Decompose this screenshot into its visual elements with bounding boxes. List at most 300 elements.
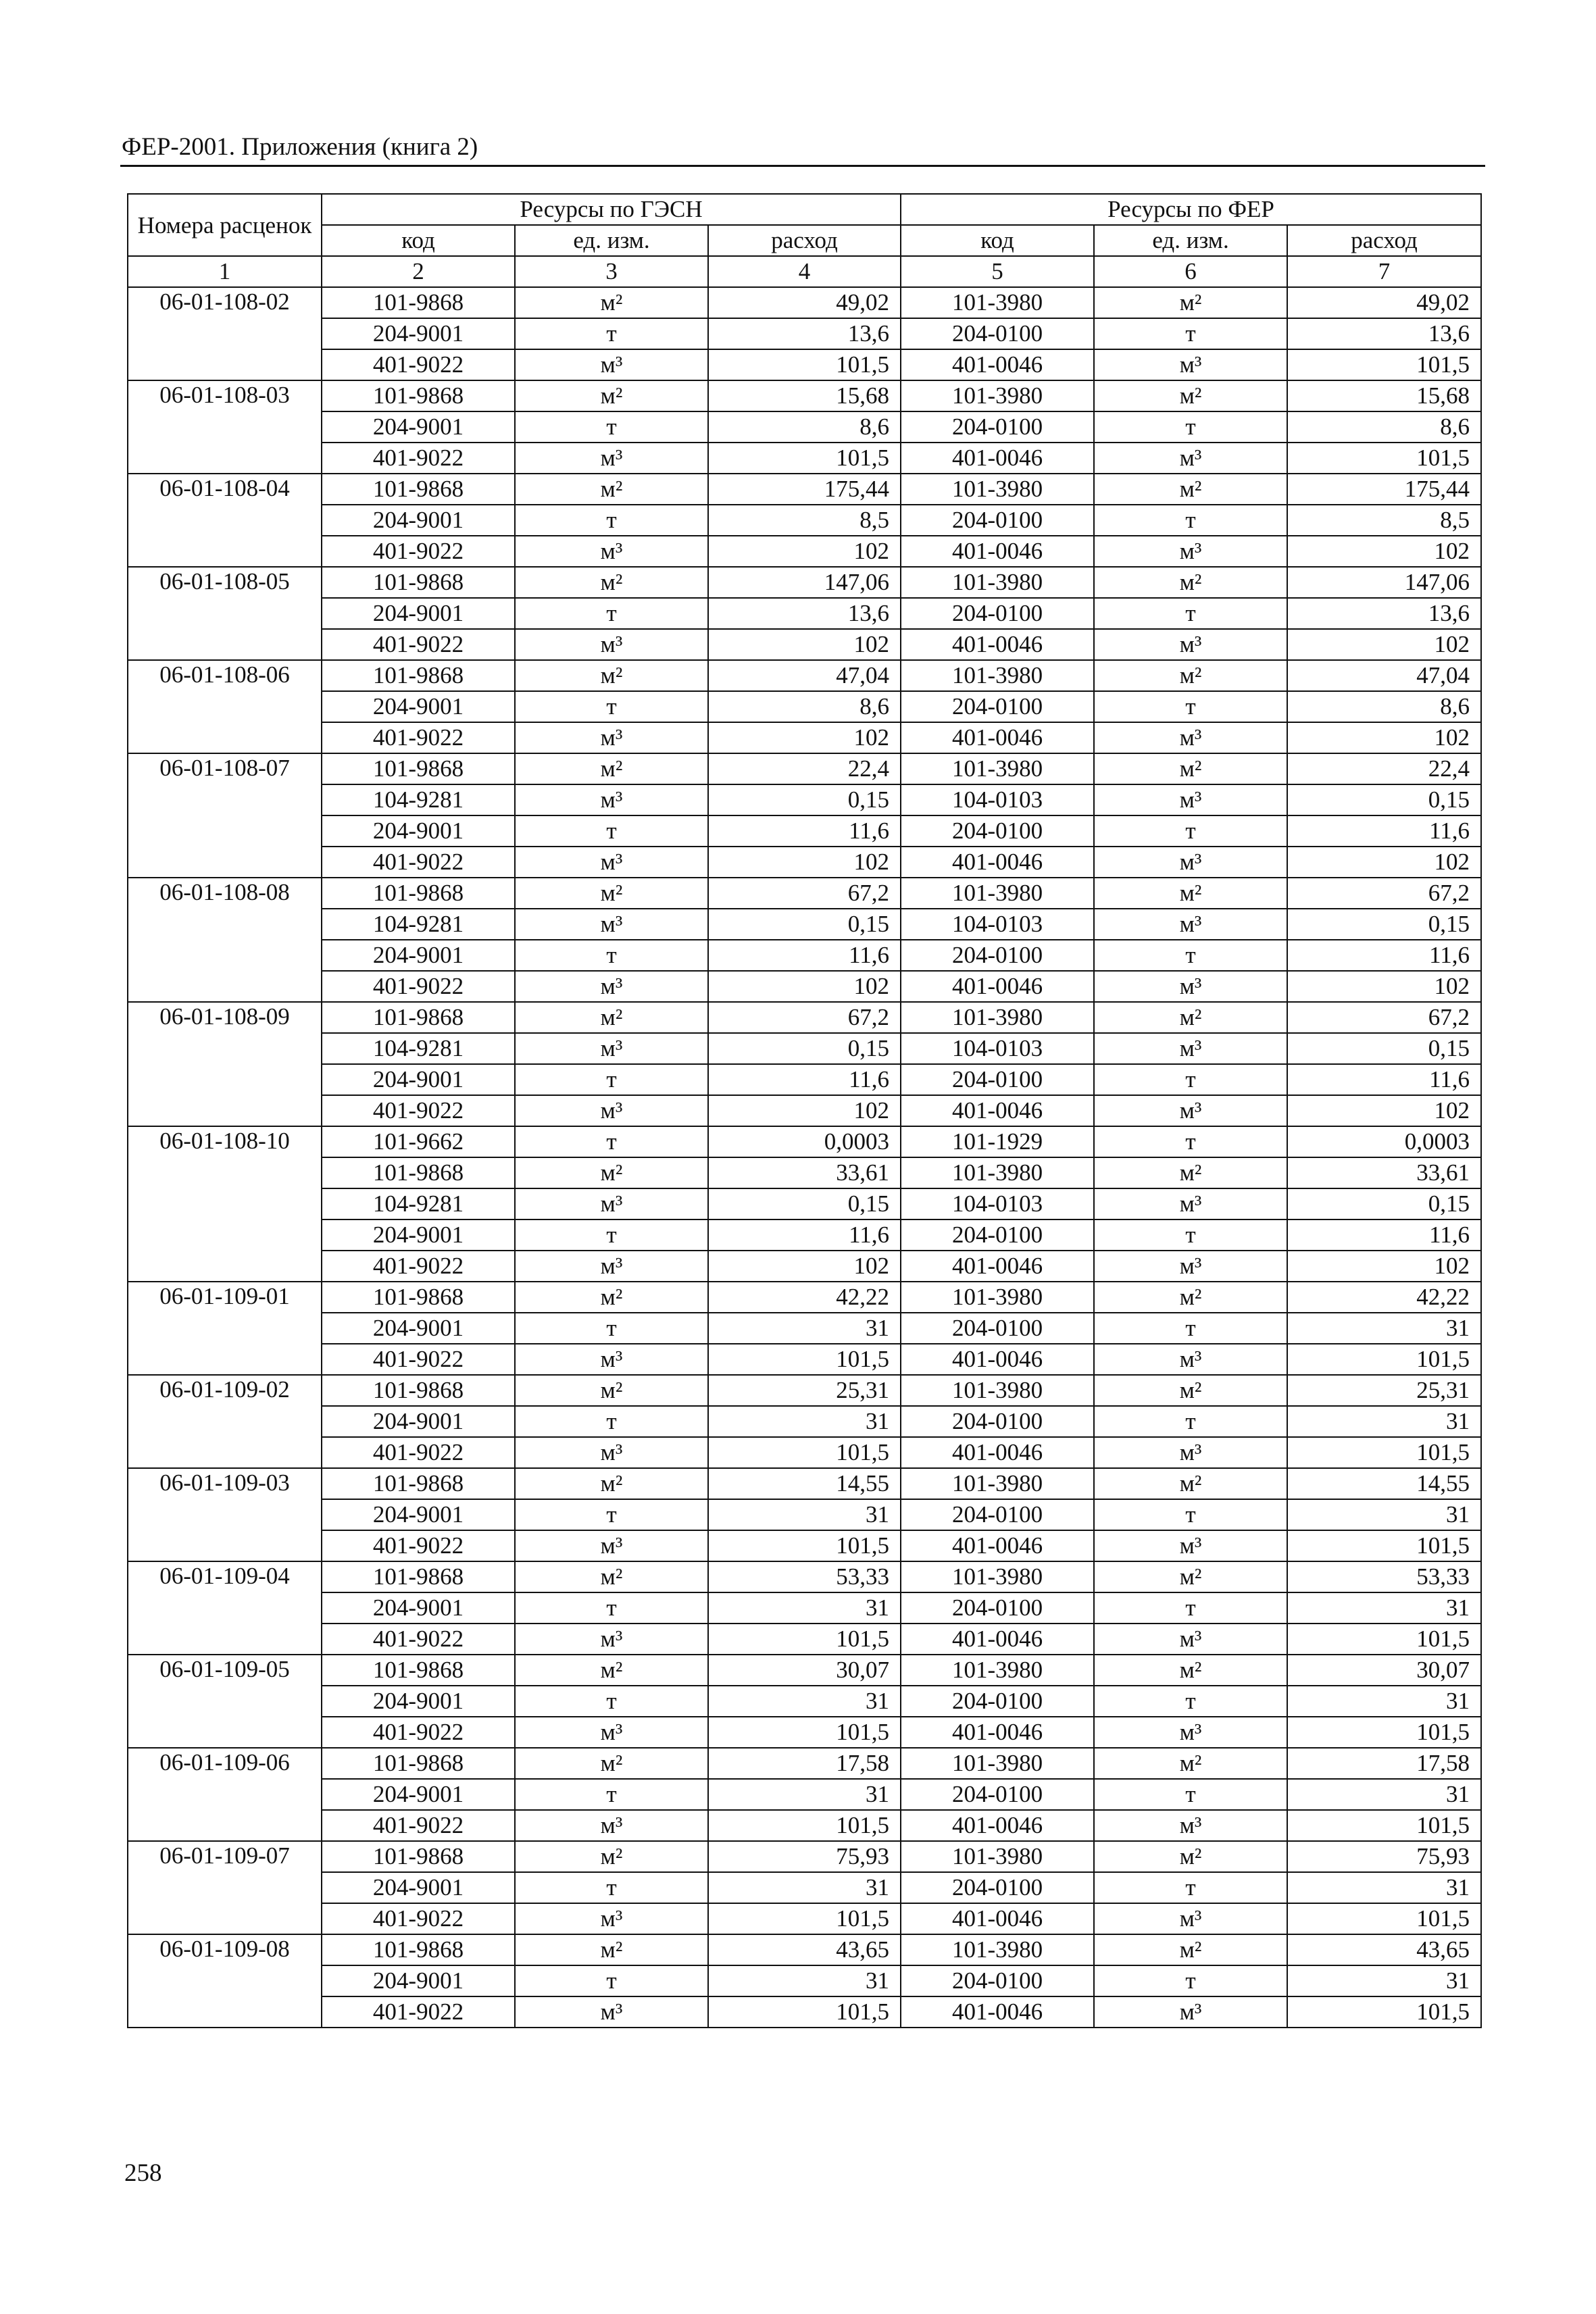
- gesn-unit-cell: м²: [515, 1561, 708, 1592]
- fer-consumption-cell: 101,5: [1287, 1717, 1481, 1748]
- fer-code-cell: 401-0046: [901, 971, 1094, 1002]
- fer-consumption-cell: 0,0003: [1287, 1126, 1481, 1157]
- rate-number-cell: 06-01-109-08: [128, 1934, 322, 2028]
- gesn-unit-cell: м²: [515, 1282, 708, 1313]
- gesn-unit-cell: м²: [515, 1934, 708, 1965]
- gesn-code-cell: 104-9281: [322, 909, 515, 940]
- fer-consumption-cell: 101,5: [1287, 1344, 1481, 1375]
- fer-consumption-cell: 31: [1287, 1406, 1481, 1437]
- gesn-consumption-cell: 31: [708, 1499, 901, 1530]
- fer-unit-cell: м³: [1094, 1903, 1287, 1934]
- rate-number-cell: 06-01-109-01: [128, 1282, 322, 1375]
- fer-code-cell: 204-0100: [901, 1965, 1094, 1996]
- gesn-code-cell: 204-9001: [322, 815, 515, 847]
- gesn-consumption-cell: 11,6: [708, 815, 901, 847]
- gesn-code-cell: 101-9662: [322, 1126, 515, 1157]
- table-row: [128, 1686, 1481, 1717]
- gesn-code-cell: 401-9022: [322, 1903, 515, 1934]
- gesn-unit-cell: м²: [515, 660, 708, 691]
- fer-consumption-cell: 101,5: [1287, 1624, 1481, 1655]
- fer-unit-cell: м³: [1094, 1188, 1287, 1219]
- table-body: [128, 287, 1481, 2028]
- fer-code-cell: 101-3980: [901, 567, 1094, 598]
- gesn-code-header: код: [322, 225, 515, 256]
- fer-code-cell: 101-3980: [901, 1282, 1094, 1313]
- table-row: [128, 1624, 1481, 1655]
- fer-code-cell: 204-0100: [901, 1592, 1094, 1624]
- gesn-code-cell: 204-9001: [322, 505, 515, 536]
- gesn-unit-cell: м³: [515, 971, 708, 1002]
- fer-resources-header: Ресурсы по ФЕР: [901, 194, 1481, 225]
- gesn-code-cell: 101-9868: [322, 287, 515, 318]
- fer-code-cell: 401-0046: [901, 443, 1094, 474]
- gesn-consumption-cell: 13,6: [708, 318, 901, 349]
- column-number: 2: [322, 256, 515, 287]
- fer-unit-cell: м²: [1094, 1748, 1287, 1779]
- fer-consumption-cell: 8,6: [1287, 691, 1481, 722]
- fer-consumption-cell: 8,6: [1287, 411, 1481, 443]
- fer-consumption-cell: 101,5: [1287, 349, 1481, 380]
- table-row: [128, 1313, 1481, 1344]
- gesn-unit-cell: м³: [515, 1717, 708, 1748]
- table-row: [128, 505, 1481, 536]
- gesn-consumption-cell: 33,61: [708, 1157, 901, 1188]
- fer-consumption-cell: 14,55: [1287, 1468, 1481, 1499]
- fer-unit-cell: м³: [1094, 1810, 1287, 1841]
- gesn-unit-cell: м²: [515, 878, 708, 909]
- fer-code-cell: 401-0046: [901, 1344, 1094, 1375]
- gesn-unit-cell: т: [515, 691, 708, 722]
- fer-unit-cell: м³: [1094, 971, 1287, 1002]
- fer-consumption-cell: 31: [1287, 1779, 1481, 1810]
- fer-code-cell: 204-0100: [901, 940, 1094, 971]
- fer-consumption-cell: 49,02: [1287, 287, 1481, 318]
- column-number: 6: [1094, 256, 1287, 287]
- table-row: [128, 1188, 1481, 1219]
- table-row: [128, 940, 1481, 971]
- gesn-unit-cell: т: [515, 505, 708, 536]
- gesn-code-cell: 204-9001: [322, 940, 515, 971]
- fer-unit-cell: м³: [1094, 847, 1287, 878]
- gesn-unit-cell: м³: [515, 443, 708, 474]
- gesn-code-cell: 204-9001: [322, 1965, 515, 1996]
- gesn-consumption-cell: 47,04: [708, 660, 901, 691]
- gesn-consumption-cell: 0,15: [708, 784, 901, 815]
- gesn-code-cell: 101-9868: [322, 1841, 515, 1872]
- gesn-code-cell: 401-9022: [322, 1095, 515, 1126]
- gesn-resources-header: Ресурсы по ГЭСН: [322, 194, 901, 225]
- gesn-code-cell: 401-9022: [322, 629, 515, 660]
- fer-consumption-cell: 11,6: [1287, 940, 1481, 971]
- gesn-code-cell: 401-9022: [322, 1251, 515, 1282]
- fer-unit-cell: т: [1094, 598, 1287, 629]
- table-row: [128, 1437, 1481, 1468]
- fer-consumption-cell: 11,6: [1287, 1219, 1481, 1251]
- gesn-consumption-cell: 101,5: [708, 1530, 901, 1561]
- fer-unit-cell: м³: [1094, 1251, 1287, 1282]
- fer-code-cell: 204-0100: [901, 1406, 1094, 1437]
- gesn-code-cell: 401-9022: [322, 1996, 515, 2028]
- gesn-consumption-cell: 175,44: [708, 474, 901, 505]
- fer-unit-cell: т: [1094, 318, 1287, 349]
- gesn-unit-cell: т: [515, 1406, 708, 1437]
- gesn-code-cell: 401-9022: [322, 443, 515, 474]
- fer-consumption-cell: 31: [1287, 1965, 1481, 1996]
- gesn-unit-cell: м³: [515, 722, 708, 753]
- table-row: [128, 1251, 1481, 1282]
- gesn-code-cell: 401-9022: [322, 1717, 515, 1748]
- gesn-consumption-cell: 14,55: [708, 1468, 901, 1499]
- rate-number-cell: 06-01-109-06: [128, 1748, 322, 1841]
- fer-unit-cell: т: [1094, 1313, 1287, 1344]
- fer-consumption-cell: 31: [1287, 1313, 1481, 1344]
- gesn-code-cell: 401-9022: [322, 1344, 515, 1375]
- gesn-unit-cell: м³: [515, 1033, 708, 1064]
- gesn-consumption-cell: 49,02: [708, 287, 901, 318]
- fer-unit-cell: м²: [1094, 878, 1287, 909]
- fer-consumption-cell: 43,65: [1287, 1934, 1481, 1965]
- fer-unit-cell: т: [1094, 1499, 1287, 1530]
- table-row: [128, 1282, 1481, 1313]
- gesn-unit-cell: м²: [515, 1375, 708, 1406]
- table-row: [128, 909, 1481, 940]
- gesn-consumption-cell: 101,5: [708, 1344, 901, 1375]
- gesn-consumption-cell: 102: [708, 629, 901, 660]
- gesn-consumption-cell: 101,5: [708, 349, 901, 380]
- gesn-consumption-cell: 8,5: [708, 505, 901, 536]
- gesn-consumption-cell: 11,6: [708, 940, 901, 971]
- fer-consumption-cell: 102: [1287, 1095, 1481, 1126]
- gesn-code-cell: 401-9022: [322, 536, 515, 567]
- gesn-unit-cell: м²: [515, 474, 708, 505]
- fer-unit-cell: м²: [1094, 1282, 1287, 1313]
- fer-unit-cell: т: [1094, 1965, 1287, 1996]
- fer-consumption-cell: 102: [1287, 536, 1481, 567]
- gesn-consumption-cell: 11,6: [708, 1219, 901, 1251]
- gesn-code-cell: 101-9868: [322, 1002, 515, 1033]
- gesn-unit-cell: т: [515, 1499, 708, 1530]
- fer-unit-cell: м²: [1094, 1561, 1287, 1592]
- gesn-unit-cell: т: [515, 1064, 708, 1095]
- table-row: [128, 1903, 1481, 1934]
- fer-code-cell: 204-0100: [901, 1686, 1094, 1717]
- fer-unit-header: ед. изм.: [1094, 225, 1287, 256]
- gesn-unit-cell: м³: [515, 847, 708, 878]
- fer-unit-cell: т: [1094, 815, 1287, 847]
- fer-unit-cell: м²: [1094, 380, 1287, 411]
- fer-consumption-cell: 101,5: [1287, 1996, 1481, 2028]
- fer-code-cell: 101-3980: [901, 1655, 1094, 1686]
- table-row: [128, 1841, 1481, 1872]
- fer-code-cell: 401-0046: [901, 1624, 1094, 1655]
- fer-consumption-cell: 31: [1287, 1872, 1481, 1903]
- fer-unit-cell: м²: [1094, 1375, 1287, 1406]
- gesn-code-cell: 401-9022: [322, 971, 515, 1002]
- fer-unit-cell: м³: [1094, 1624, 1287, 1655]
- fer-unit-cell: м³: [1094, 1033, 1287, 1064]
- resources-table: [127, 193, 1482, 2028]
- gesn-code-cell: 401-9022: [322, 1624, 515, 1655]
- fer-code-cell: 101-3980: [901, 1841, 1094, 1872]
- table-row: [128, 411, 1481, 443]
- gesn-unit-cell: т: [515, 940, 708, 971]
- rate-number-cell: 06-01-109-02: [128, 1375, 322, 1468]
- gesn-consumption-cell: 8,6: [708, 691, 901, 722]
- fer-unit-cell: м²: [1094, 1841, 1287, 1872]
- fer-code-cell: 401-0046: [901, 1717, 1094, 1748]
- fer-code-cell: 104-0103: [901, 1033, 1094, 1064]
- fer-unit-cell: м³: [1094, 1437, 1287, 1468]
- gesn-consumption-cell: 0,0003: [708, 1126, 901, 1157]
- table-row: [128, 1592, 1481, 1624]
- fer-unit-cell: т: [1094, 411, 1287, 443]
- gesn-unit-cell: м³: [515, 1903, 708, 1934]
- fer-unit-cell: т: [1094, 505, 1287, 536]
- gesn-unit-cell: т: [515, 1965, 708, 1996]
- fer-unit-cell: м³: [1094, 1530, 1287, 1561]
- gesn-code-cell: 401-9022: [322, 1437, 515, 1468]
- gesn-code-cell: 101-9868: [322, 878, 515, 909]
- page-number: 258: [124, 2159, 162, 2187]
- gesn-consumption-cell: 67,2: [708, 1002, 901, 1033]
- fer-code-cell: 101-3980: [901, 287, 1094, 318]
- table-row: [128, 815, 1481, 847]
- table-row: [128, 349, 1481, 380]
- gesn-code-cell: 101-9868: [322, 753, 515, 784]
- gesn-consumption-cell: 8,6: [708, 411, 901, 443]
- gesn-consumption-cell: 102: [708, 847, 901, 878]
- rate-number-cell: 06-01-109-07: [128, 1841, 322, 1934]
- fer-unit-cell: т: [1094, 1592, 1287, 1624]
- table-row: [128, 753, 1481, 784]
- gesn-code-cell: 204-9001: [322, 1219, 515, 1251]
- gesn-unit-cell: т: [515, 1219, 708, 1251]
- fer-consumption-cell: 101,5: [1287, 1530, 1481, 1561]
- fer-code-cell: 204-0100: [901, 1872, 1094, 1903]
- gesn-code-cell: 101-9868: [322, 1157, 515, 1188]
- fer-code-cell: 401-0046: [901, 1810, 1094, 1841]
- fer-unit-cell: м³: [1094, 722, 1287, 753]
- fer-code-cell: 204-0100: [901, 815, 1094, 847]
- gesn-code-cell: 101-9868: [322, 1561, 515, 1592]
- fer-code-cell: 401-0046: [901, 722, 1094, 753]
- fer-unit-cell: м³: [1094, 1717, 1287, 1748]
- fer-consumption-cell: 102: [1287, 971, 1481, 1002]
- fer-code-cell: 401-0046: [901, 1095, 1094, 1126]
- gesn-unit-cell: м²: [515, 1748, 708, 1779]
- fer-code-cell: 101-3980: [901, 1934, 1094, 1965]
- fer-unit-cell: т: [1094, 1126, 1287, 1157]
- gesn-unit-cell: м³: [515, 909, 708, 940]
- fer-unit-cell: т: [1094, 1064, 1287, 1095]
- table-row: [128, 1095, 1481, 1126]
- fer-code-cell: 401-0046: [901, 629, 1094, 660]
- gesn-consumption-cell: 101,5: [708, 1437, 901, 1468]
- gesn-unit-cell: т: [515, 318, 708, 349]
- fer-unit-cell: м²: [1094, 474, 1287, 505]
- page-header: [120, 132, 1485, 167]
- gesn-unit-cell: м²: [515, 1468, 708, 1499]
- fer-consumption-cell: 0,15: [1287, 909, 1481, 940]
- gesn-unit-cell: т: [515, 1592, 708, 1624]
- gesn-consumption-cell: 31: [708, 1592, 901, 1624]
- fer-unit-cell: м³: [1094, 909, 1287, 940]
- fer-unit-cell: т: [1094, 1872, 1287, 1903]
- fer-unit-cell: м³: [1094, 629, 1287, 660]
- fer-code-cell: 204-0100: [901, 598, 1094, 629]
- fer-consumption-cell: 22,4: [1287, 753, 1481, 784]
- gesn-unit-cell: м²: [515, 1655, 708, 1686]
- fer-unit-cell: м²: [1094, 567, 1287, 598]
- gesn-code-cell: 401-9022: [322, 847, 515, 878]
- gesn-unit-cell: м²: [515, 1157, 708, 1188]
- table-row: [128, 1468, 1481, 1499]
- rate-number-cell: 06-01-108-05: [128, 567, 322, 660]
- fer-code-cell: 204-0100: [901, 1064, 1094, 1095]
- fer-consumption-cell: 101,5: [1287, 443, 1481, 474]
- fer-consumption-cell: 25,31: [1287, 1375, 1481, 1406]
- gesn-consumption-cell: 147,06: [708, 567, 901, 598]
- rate-number-cell: 06-01-109-05: [128, 1655, 322, 1748]
- fer-unit-cell: м²: [1094, 1934, 1287, 1965]
- fer-consumption-cell: 67,2: [1287, 878, 1481, 909]
- gesn-unit-cell: т: [515, 1313, 708, 1344]
- fer-code-cell: 101-3980: [901, 1002, 1094, 1033]
- fer-code-cell: 101-3980: [901, 1748, 1094, 1779]
- gesn-unit-cell: м²: [515, 380, 708, 411]
- gesn-consumption-cell: 25,31: [708, 1375, 901, 1406]
- fer-unit-cell: м³: [1094, 443, 1287, 474]
- table-row: [128, 443, 1481, 474]
- gesn-unit-cell: т: [515, 1872, 708, 1903]
- fer-unit-cell: м²: [1094, 1002, 1287, 1033]
- fer-unit-cell: м²: [1094, 660, 1287, 691]
- gesn-unit-cell: м²: [515, 1002, 708, 1033]
- gesn-code-cell: 204-9001: [322, 598, 515, 629]
- gesn-code-cell: 204-9001: [322, 691, 515, 722]
- fer-consumption-cell: 13,6: [1287, 598, 1481, 629]
- gesn-unit-cell: м³: [515, 1996, 708, 2028]
- gesn-unit-cell: м³: [515, 1095, 708, 1126]
- gesn-code-cell: 204-9001: [322, 318, 515, 349]
- table-row: [128, 1717, 1481, 1748]
- table-row: [128, 660, 1481, 691]
- gesn-consumption-cell: 101,5: [708, 1996, 901, 2028]
- table-row: [128, 1872, 1481, 1903]
- gesn-code-cell: 204-9001: [322, 1686, 515, 1717]
- gesn-consumption-cell: 31: [708, 1779, 901, 1810]
- fer-consumption-cell: 42,22: [1287, 1282, 1481, 1313]
- gesn-consumption-cell: 101,5: [708, 1903, 901, 1934]
- rate-number-cell: 06-01-108-07: [128, 753, 322, 878]
- fer-consumption-cell: 17,58: [1287, 1748, 1481, 1779]
- gesn-consumption-cell: 22,4: [708, 753, 901, 784]
- gesn-consumption-cell: 43,65: [708, 1934, 901, 1965]
- fer-consumption-cell: 147,06: [1287, 567, 1481, 598]
- gesn-code-cell: 204-9001: [322, 1779, 515, 1810]
- fer-consumption-cell: 175,44: [1287, 474, 1481, 505]
- fer-consumption-cell: 47,04: [1287, 660, 1481, 691]
- fer-code-cell: 104-0103: [901, 1188, 1094, 1219]
- table-row: [128, 847, 1481, 878]
- fer-code-cell: 204-0100: [901, 411, 1094, 443]
- fer-code-cell: 101-3980: [901, 1468, 1094, 1499]
- fer-code-cell: 401-0046: [901, 536, 1094, 567]
- fer-code-cell: 204-0100: [901, 318, 1094, 349]
- table-row: [128, 380, 1481, 411]
- gesn-unit-cell: м³: [515, 1530, 708, 1561]
- table-row: [128, 1779, 1481, 1810]
- gesn-code-cell: 204-9001: [322, 1592, 515, 1624]
- gesn-code-cell: 204-9001: [322, 1499, 515, 1530]
- column-number: 4: [708, 256, 901, 287]
- fer-consumption-cell: 101,5: [1287, 1437, 1481, 1468]
- table-row: [128, 1033, 1481, 1064]
- gesn-code-cell: 101-9868: [322, 1375, 515, 1406]
- fer-unit-cell: т: [1094, 691, 1287, 722]
- gesn-consumption-cell: 102: [708, 1251, 901, 1282]
- rate-number-cell: 06-01-108-08: [128, 878, 322, 1002]
- gesn-code-cell: 204-9001: [322, 411, 515, 443]
- table-row: [128, 1375, 1481, 1406]
- fer-code-cell: 204-0100: [901, 691, 1094, 722]
- gesn-consumption-cell: 15,68: [708, 380, 901, 411]
- gesn-code-cell: 101-9868: [322, 567, 515, 598]
- gesn-unit-cell: м²: [515, 1841, 708, 1872]
- fer-unit-cell: т: [1094, 1219, 1287, 1251]
- fer-consumption-cell: 75,93: [1287, 1841, 1481, 1872]
- rate-number-cell: 06-01-108-04: [128, 474, 322, 567]
- column-number: 3: [515, 256, 708, 287]
- fer-consumption-cell: 0,15: [1287, 1033, 1481, 1064]
- table-row: [128, 1996, 1481, 2028]
- fer-consumption-cell: 13,6: [1287, 318, 1481, 349]
- gesn-consumption-cell: 101,5: [708, 1717, 901, 1748]
- gesn-consumption-cell: 75,93: [708, 1841, 901, 1872]
- gesn-unit-cell: м³: [515, 1344, 708, 1375]
- fer-consumption-cell: 102: [1287, 722, 1481, 753]
- rate-number-cell: 06-01-108-10: [128, 1126, 322, 1282]
- fer-unit-cell: м²: [1094, 1655, 1287, 1686]
- gesn-unit-cell: м³: [515, 536, 708, 567]
- fer-code-cell: 101-3980: [901, 878, 1094, 909]
- table-row: [128, 1157, 1481, 1188]
- gesn-consumption-cell: 31: [708, 1686, 901, 1717]
- gesn-consumption-cell: 102: [708, 536, 901, 567]
- fer-code-cell: 401-0046: [901, 1530, 1094, 1561]
- fer-consumption-cell: 31: [1287, 1499, 1481, 1530]
- page-header-title: ФЕР-2001. Приложения (книга 2): [122, 133, 478, 161]
- fer-consumption-cell: 11,6: [1287, 815, 1481, 847]
- table-row: [128, 598, 1481, 629]
- table-row: [128, 1219, 1481, 1251]
- header-divider: [120, 165, 1485, 167]
- fer-code-cell: 101-3980: [901, 380, 1094, 411]
- gesn-consumption-cell: 31: [708, 1313, 901, 1344]
- table-row: [128, 1406, 1481, 1437]
- gesn-code-cell: 401-9022: [322, 1810, 515, 1841]
- gesn-unit-cell: м³: [515, 629, 708, 660]
- fer-consumption-cell: 31: [1287, 1686, 1481, 1717]
- gesn-unit-cell: м³: [515, 1810, 708, 1841]
- table-row: [128, 1934, 1481, 1965]
- gesn-unit-cell: т: [515, 1686, 708, 1717]
- rate-number-cell: 06-01-109-03: [128, 1468, 322, 1561]
- gesn-consumption-cell: 102: [708, 722, 901, 753]
- fer-unit-cell: м³: [1094, 1996, 1287, 2028]
- table-row: [128, 691, 1481, 722]
- fer-unit-cell: м²: [1094, 287, 1287, 318]
